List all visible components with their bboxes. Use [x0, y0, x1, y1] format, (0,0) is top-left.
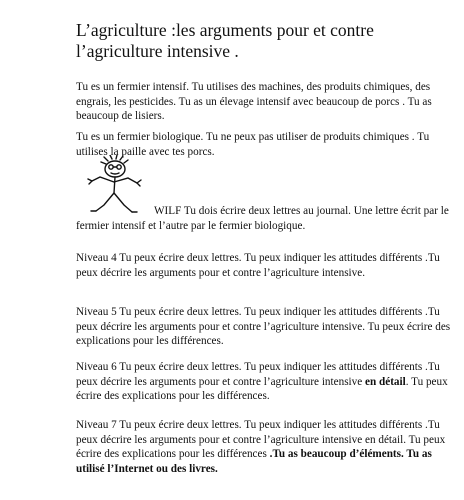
niveau-5-paragraph: Niveau 5 Tu peux écrire deux lettres. Tu peux indiquer les attitudes différents .Tu peux décrire les arguments pour et contre l’agriculture intensive. Tu peux écrire des explications pour les différences. [76, 306, 451, 347]
wilf-paragraph [76, 204, 456, 233]
intensive-farmer-paragraph: Tu es un fermier intensif. Tu utilises des machines, des produits chimiques, des engrais, les pesticides. Tu as un élevage intensif avec beaucoup de porcs . Tu as beaucoup de lisiers. [76, 81, 432, 122]
wilf-text: WILF Tu dois écrire deux lettres au journal. Une lettre écrit par le fermier intensif et l’autre par le fermier biologique. [76, 205, 449, 232]
niveau-6-bold: en détail [365, 375, 406, 388]
niveau-4-paragraph: Niveau 4 Tu peux écrire deux lettres. Tu peux indiquer les attitudes différents .Tu peux décrire les arguments pour et contre l’agriculture intensive. [76, 252, 440, 279]
niveau-6-paragraph [76, 360, 456, 404]
niveau-7-paragraph [76, 418, 456, 476]
title-line-2: l’agriculture intensive . [76, 41, 239, 61]
organic-farmer-paragraph: Tu es un fermier biologique. Tu ne peux pas utiliser de produits chimiques . Tu utilises la paille avec tes porcs. [76, 131, 430, 158]
title-line-1: L’agriculture :les arguments pour et contre [76, 20, 374, 40]
niveau-7-text-a: Niveau 7 Tu peux écrire deux lettres. Tu peux indiquer les attitudes différents .Tu peux décrire les arguments pour et contre l’agriculture intensive en détail. Tu peux écrire des explications pour les différences [76, 419, 446, 460]
niveau-6-text-b: . Tu peux écrire des explications pour les différences. [76, 375, 448, 402]
page-title [76, 20, 456, 62]
niveau-7-bold: .Tu as beaucoup d’éléments. Tu as utilisé l’Internet ou des livres. [76, 448, 432, 475]
niveau-6-text-a: Niveau 6 Tu peux écrire deux lettres. Tu peux indiquer les attitudes différents .Tu peux décrire les arguments pour et contre l’agriculture intensive [76, 361, 440, 388]
